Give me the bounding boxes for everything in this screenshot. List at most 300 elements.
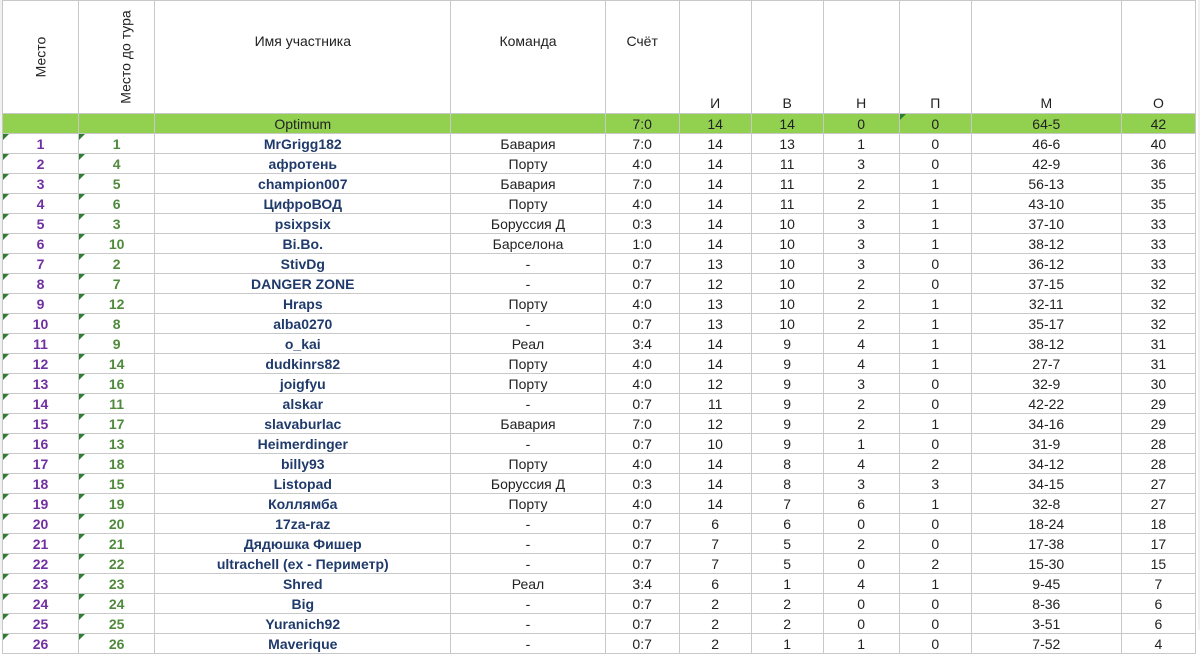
header-row: [3, 1, 1196, 114]
standings-table: [2, 0, 1196, 654]
cell-games: 6: [679, 514, 751, 534]
cell-prev-place: 8: [79, 314, 155, 334]
cell-place: 2: [3, 154, 79, 174]
cell-wins: 9: [751, 434, 823, 454]
cell-team: Бавария: [451, 414, 605, 434]
cell-goals: 32-11: [971, 294, 1121, 314]
cell-games: 14: [679, 354, 751, 374]
cell-score: 4:0: [605, 454, 679, 474]
cell-draws: 1: [823, 134, 899, 154]
cell-points: 27: [1121, 494, 1195, 514]
cell-games: 7: [679, 554, 751, 574]
cell-games: 14: [679, 234, 751, 254]
cell-place: 26: [3, 634, 79, 654]
cell-place: 4: [3, 194, 79, 214]
cell-score: 7:0: [605, 414, 679, 434]
header-v: В: [751, 1, 823, 114]
cell-points: 32: [1121, 274, 1195, 294]
cell-draws: 3: [823, 254, 899, 274]
cell-prev-place: 4: [79, 154, 155, 174]
cell-goals: 42-9: [971, 154, 1121, 174]
cell-score: 4:0: [605, 194, 679, 214]
table-row: [3, 574, 1196, 594]
cell-prev-place: 12: [79, 294, 155, 314]
cell-place: 13: [3, 374, 79, 394]
cell-games: 10: [679, 434, 751, 454]
cell-wins: 2: [751, 614, 823, 634]
cell-participant-name: alba0270: [155, 314, 451, 334]
optimum-n: 0: [823, 114, 899, 134]
cell-draws: 4: [823, 574, 899, 594]
cell-score: 1:0: [605, 234, 679, 254]
cell-games: 2: [679, 634, 751, 654]
cell-score: 0:7: [605, 554, 679, 574]
cell-losses: 0: [899, 134, 971, 154]
cell-points: 35: [1121, 174, 1195, 194]
header-place-label: Место: [32, 36, 49, 78]
cell-prev-place: 20: [79, 514, 155, 534]
cell-losses: 0: [899, 534, 971, 554]
cell-games: 7: [679, 534, 751, 554]
cell-score: 4:0: [605, 294, 679, 314]
cell-place: 7: [3, 254, 79, 274]
cell-points: 31: [1121, 334, 1195, 354]
table-row: [3, 454, 1196, 474]
table-row: [3, 174, 1196, 194]
cell-games: 12: [679, 374, 751, 394]
cell-goals: 34-12: [971, 454, 1121, 474]
cell-score: 0:7: [605, 614, 679, 634]
cell-place: 10: [3, 314, 79, 334]
cell-place: 21: [3, 534, 79, 554]
cell-goals: 36-12: [971, 254, 1121, 274]
cell-prev-place: 16: [79, 374, 155, 394]
cell-score: 0:7: [605, 314, 679, 334]
cell-place: 6: [3, 234, 79, 254]
cell-losses: 3: [899, 474, 971, 494]
cell-participant-name: Hraps: [155, 294, 451, 314]
cell-score: 0:7: [605, 514, 679, 534]
cell-goals: 31-9: [971, 434, 1121, 454]
cell-prev-place: 13: [79, 434, 155, 454]
cell-team: Боруссия Д: [451, 214, 605, 234]
cell-wins: 9: [751, 354, 823, 374]
cell-games: 11: [679, 394, 751, 414]
cell-participant-name: alskar: [155, 394, 451, 414]
cell-losses: 0: [899, 514, 971, 534]
table-row: [3, 134, 1196, 154]
cell-losses: 1: [899, 194, 971, 214]
table-row: [3, 434, 1196, 454]
cell-points: 32: [1121, 314, 1195, 334]
cell-losses: 0: [899, 254, 971, 274]
cell-games: 14: [679, 494, 751, 514]
cell-score: 0:3: [605, 214, 679, 234]
header-score: Счёт: [605, 1, 679, 114]
cell-team: Барселона: [451, 234, 605, 254]
cell-goals: 7-52: [971, 634, 1121, 654]
cell-draws: 1: [823, 634, 899, 654]
cell-losses: 1: [899, 574, 971, 594]
cell-place: 12: [3, 354, 79, 374]
cell-team: -: [451, 514, 605, 534]
optimum-o: 42: [1121, 114, 1195, 134]
table-row: [3, 234, 1196, 254]
table-row: [3, 474, 1196, 494]
cell-place: 3: [3, 174, 79, 194]
cell-place: 5: [3, 214, 79, 234]
cell-team: -: [451, 534, 605, 554]
cell-goals: 34-16: [971, 414, 1121, 434]
table-row: [3, 414, 1196, 434]
cell-losses: 1: [899, 494, 971, 514]
table-row: [3, 254, 1196, 274]
table-row: [3, 354, 1196, 374]
cell-participant-name: афротень: [155, 154, 451, 174]
cell-participant-name: dudkinrs82: [155, 354, 451, 374]
cell-wins: 8: [751, 474, 823, 494]
cell-wins: 5: [751, 534, 823, 554]
cell-score: 7:0: [605, 174, 679, 194]
cell-draws: 2: [823, 194, 899, 214]
cell-games: 14: [679, 454, 751, 474]
cell-prev-place: 10: [79, 234, 155, 254]
cell-draws: 2: [823, 414, 899, 434]
cell-points: 36: [1121, 154, 1195, 174]
cell-losses: 2: [899, 554, 971, 574]
cell-wins: 1: [751, 574, 823, 594]
header-team: Команда: [451, 1, 605, 114]
cell-points: 6: [1121, 594, 1195, 614]
cell-prev-place: 25: [79, 614, 155, 634]
cell-place: 24: [3, 594, 79, 614]
cell-goals: 34-15: [971, 474, 1121, 494]
cell-wins: 10: [751, 294, 823, 314]
cell-points: 30: [1121, 374, 1195, 394]
cell-goals: 17-38: [971, 534, 1121, 554]
cell-team: Порту: [451, 494, 605, 514]
cell-losses: 1: [899, 234, 971, 254]
cell-games: 13: [679, 294, 751, 314]
cell-games: 12: [679, 414, 751, 434]
cell-participant-name: DANGER ZONE: [155, 274, 451, 294]
cell-team: Бавария: [451, 134, 605, 154]
cell-goals: 38-12: [971, 334, 1121, 354]
cell-games: 14: [679, 474, 751, 494]
cell-participant-name: billy93: [155, 454, 451, 474]
cell-losses: 2: [899, 454, 971, 474]
table-row: [3, 514, 1196, 534]
cell-participant-name: joigfyu: [155, 374, 451, 394]
cell-points: 29: [1121, 414, 1195, 434]
cell-draws: 4: [823, 354, 899, 374]
cell-games: 12: [679, 274, 751, 294]
cell-team: Бавария: [451, 174, 605, 194]
cell-place: 14: [3, 394, 79, 414]
cell-participant-name: MrGrigg182: [155, 134, 451, 154]
cell-participant-name: Bi.Bo.: [155, 234, 451, 254]
cell-place: 17: [3, 454, 79, 474]
table-row: [3, 314, 1196, 334]
table-row: [3, 374, 1196, 394]
cell-participant-name: Heimerdinger: [155, 434, 451, 454]
cell-draws: 4: [823, 334, 899, 354]
table-row: [3, 614, 1196, 634]
cell-wins: 11: [751, 154, 823, 174]
cell-participant-name: Maverique: [155, 634, 451, 654]
cell-prev-place: 7: [79, 274, 155, 294]
cell-losses: 1: [899, 354, 971, 374]
optimum-i: 14: [679, 114, 751, 134]
cell-score: 0:7: [605, 434, 679, 454]
cell-goals: 35-17: [971, 314, 1121, 334]
cell-wins: 10: [751, 214, 823, 234]
cell-team: Реал: [451, 574, 605, 594]
cell-draws: 0: [823, 554, 899, 574]
cell-place: 23: [3, 574, 79, 594]
cell-participant-name: ultrachell (ex - Периметр): [155, 554, 451, 574]
cell-prev-place: 24: [79, 594, 155, 614]
cell-place: 8: [3, 274, 79, 294]
cell-goals: 32-9: [971, 374, 1121, 394]
cell-score: 0:7: [605, 274, 679, 294]
cell-games: 14: [679, 174, 751, 194]
cell-place: 15: [3, 414, 79, 434]
cell-wins: 10: [751, 314, 823, 334]
cell-goals: 46-6: [971, 134, 1121, 154]
cell-losses: 0: [899, 394, 971, 414]
cell-points: 6: [1121, 614, 1195, 634]
cell-points: 17: [1121, 534, 1195, 554]
header-i: И: [679, 1, 751, 114]
cell-draws: 3: [823, 234, 899, 254]
cell-goals: 37-10: [971, 214, 1121, 234]
cell-wins: 11: [751, 174, 823, 194]
optimum-score: 7:0: [605, 114, 679, 134]
cell-score: 3:4: [605, 574, 679, 594]
cell-losses: 0: [899, 434, 971, 454]
cell-points: 27: [1121, 474, 1195, 494]
cell-prev-place: 3: [79, 214, 155, 234]
cell-wins: 9: [751, 414, 823, 434]
cell-prev-place: 17: [79, 414, 155, 434]
cell-prev-place: 9: [79, 334, 155, 354]
cell-losses: 0: [899, 594, 971, 614]
cell-place: 20: [3, 514, 79, 534]
cell-points: 35: [1121, 194, 1195, 214]
cell-losses: 1: [899, 314, 971, 334]
table-row: [3, 194, 1196, 214]
cell-team: Реал: [451, 334, 605, 354]
standings-sheet: [2, 0, 1198, 652]
cell-draws: 2: [823, 274, 899, 294]
cell-games: 14: [679, 134, 751, 154]
cell-score: 4:0: [605, 374, 679, 394]
cell-losses: 0: [899, 154, 971, 174]
table-row: [3, 554, 1196, 574]
cell-place: 18: [3, 474, 79, 494]
cell-wins: 1: [751, 634, 823, 654]
table-row: [3, 594, 1196, 614]
table-row: [3, 634, 1196, 654]
cell-points: 32: [1121, 294, 1195, 314]
cell-points: 28: [1121, 454, 1195, 474]
cell-participant-name: Коллямба: [155, 494, 451, 514]
cell-wins: 10: [751, 274, 823, 294]
cell-prev-place: 1: [79, 134, 155, 154]
table-row: [3, 274, 1196, 294]
cell-team: Порту: [451, 194, 605, 214]
cell-participant-name: psixpsix: [155, 214, 451, 234]
cell-participant-name: 17za-raz: [155, 514, 451, 534]
table-row: [3, 494, 1196, 514]
cell-goals: 37-15: [971, 274, 1121, 294]
table-row: [3, 394, 1196, 414]
cell-games: 14: [679, 214, 751, 234]
cell-wins: 7: [751, 494, 823, 514]
optimum-label: Optimum: [155, 114, 451, 134]
optimum-team: [451, 114, 605, 134]
cell-team: Порту: [451, 354, 605, 374]
optimum-prev: [79, 114, 155, 134]
cell-wins: 6: [751, 514, 823, 534]
cell-prev-place: 22: [79, 554, 155, 574]
cell-goals: 3-51: [971, 614, 1121, 634]
cell-goals: 38-12: [971, 234, 1121, 254]
table-row: [3, 534, 1196, 554]
cell-prev-place: 26: [79, 634, 155, 654]
cell-prev-place: 18: [79, 454, 155, 474]
cell-points: 28: [1121, 434, 1195, 454]
cell-losses: 0: [899, 374, 971, 394]
cell-draws: 3: [823, 374, 899, 394]
header-p: П: [899, 1, 971, 114]
cell-wins: 11: [751, 194, 823, 214]
cell-games: 2: [679, 594, 751, 614]
cell-score: 0:7: [605, 254, 679, 274]
cell-team: -: [451, 394, 605, 414]
optimum-m: 64-5: [971, 114, 1121, 134]
cell-games: 14: [679, 334, 751, 354]
cell-losses: 1: [899, 214, 971, 234]
cell-losses: 0: [899, 634, 971, 654]
cell-team: Порту: [451, 374, 605, 394]
cell-score: 0:3: [605, 474, 679, 494]
cell-goals: 15-30: [971, 554, 1121, 574]
cell-games: 14: [679, 154, 751, 174]
cell-score: 0:7: [605, 594, 679, 614]
cell-participant-name: Shred: [155, 574, 451, 594]
cell-team: -: [451, 434, 605, 454]
cell-place: 16: [3, 434, 79, 454]
header-o: О: [1121, 1, 1195, 114]
cell-score: 0:7: [605, 534, 679, 554]
cell-wins: 9: [751, 394, 823, 414]
cell-goals: 8-36: [971, 594, 1121, 614]
cell-team: Порту: [451, 154, 605, 174]
cell-team: -: [451, 634, 605, 654]
header-name: Имя участника: [155, 1, 451, 114]
cell-goals: 27-7: [971, 354, 1121, 374]
cell-draws: 0: [823, 594, 899, 614]
cell-goals: 18-24: [971, 514, 1121, 534]
cell-points: 15: [1121, 554, 1195, 574]
cell-team: -: [451, 274, 605, 294]
cell-goals: 9-45: [971, 574, 1121, 594]
cell-losses: 0: [899, 614, 971, 634]
cell-points: 29: [1121, 394, 1195, 414]
cell-prev-place: 11: [79, 394, 155, 414]
cell-wins: 8: [751, 454, 823, 474]
cell-score: 4:0: [605, 154, 679, 174]
cell-draws: 2: [823, 314, 899, 334]
cell-participant-name: Big: [155, 594, 451, 614]
cell-place: 19: [3, 494, 79, 514]
cell-team: -: [451, 554, 605, 574]
optimum-row: [3, 114, 1196, 134]
cell-team: Порту: [451, 294, 605, 314]
cell-goals: 42-22: [971, 394, 1121, 414]
cell-prev-place: 23: [79, 574, 155, 594]
cell-points: 40: [1121, 134, 1195, 154]
cell-points: 33: [1121, 254, 1195, 274]
header-prev-place-label: Место до тура: [117, 10, 134, 104]
cell-score: 0:7: [605, 394, 679, 414]
cell-prev-place: 2: [79, 254, 155, 274]
cell-wins: 13: [751, 134, 823, 154]
cell-place: 1: [3, 134, 79, 154]
cell-place: 25: [3, 614, 79, 634]
cell-points: 7: [1121, 574, 1195, 594]
cell-draws: 3: [823, 214, 899, 234]
cell-draws: 6: [823, 494, 899, 514]
cell-goals: 32-8: [971, 494, 1121, 514]
cell-losses: 1: [899, 334, 971, 354]
cell-games: 13: [679, 314, 751, 334]
cell-score: 7:0: [605, 134, 679, 154]
cell-participant-name: Listopad: [155, 474, 451, 494]
cell-team: Порту: [451, 454, 605, 474]
cell-participant-name: Дядюшка Фишер: [155, 534, 451, 554]
cell-points: 33: [1121, 214, 1195, 234]
cell-points: 18: [1121, 514, 1195, 534]
cell-prev-place: 21: [79, 534, 155, 554]
optimum-place: [3, 114, 79, 134]
cell-prev-place: 19: [79, 494, 155, 514]
header-n: Н: [823, 1, 899, 114]
cell-participant-name: ЦифроВОД: [155, 194, 451, 214]
cell-wins: 2: [751, 594, 823, 614]
cell-place: 9: [3, 294, 79, 314]
header-place: [3, 1, 79, 114]
cell-losses: 1: [899, 414, 971, 434]
cell-score: 4:0: [605, 354, 679, 374]
cell-games: 13: [679, 254, 751, 274]
cell-participant-name: StivDg: [155, 254, 451, 274]
cell-draws: 4: [823, 454, 899, 474]
cell-team: -: [451, 594, 605, 614]
cell-prev-place: 6: [79, 194, 155, 214]
optimum-p: 0: [899, 114, 971, 134]
cell-games: 2: [679, 614, 751, 634]
cell-place: 22: [3, 554, 79, 574]
cell-draws: 1: [823, 434, 899, 454]
cell-draws: 0: [823, 514, 899, 534]
table-row: [3, 154, 1196, 174]
cell-score: 0:7: [605, 634, 679, 654]
cell-draws: 2: [823, 294, 899, 314]
cell-losses: 1: [899, 294, 971, 314]
